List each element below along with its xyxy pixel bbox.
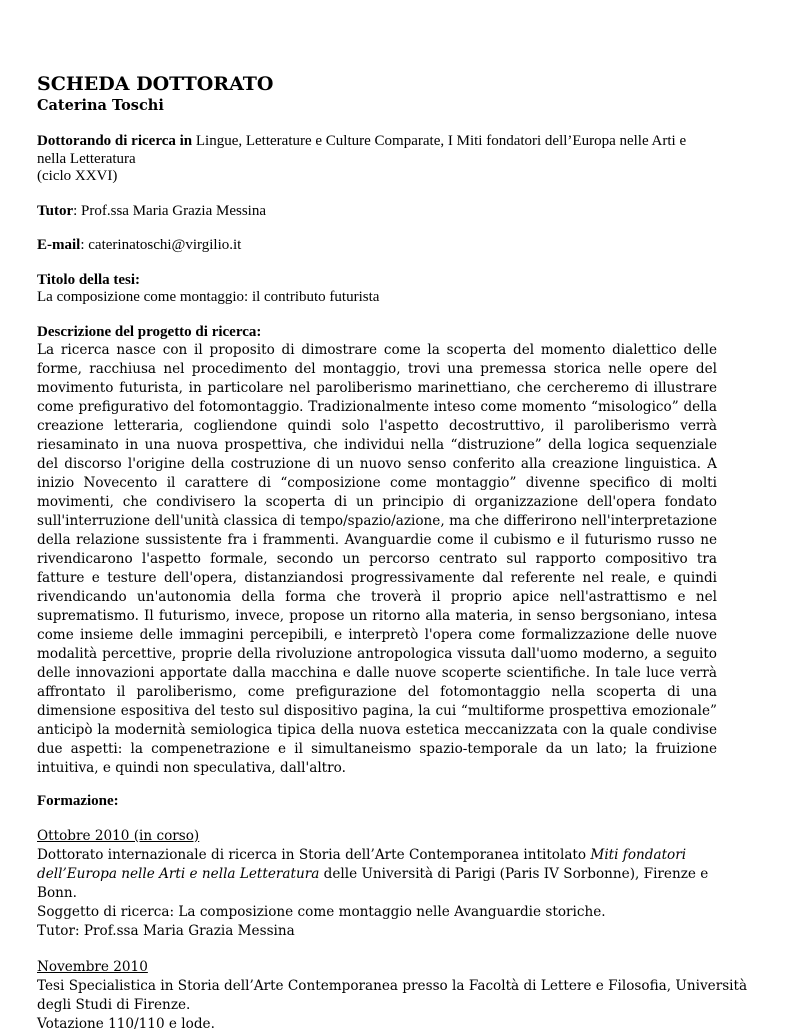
entry2-line3: Votazione 110/110 e lode. (37, 1015, 215, 1032)
formazione-entry-1 (37, 827, 717, 941)
description-label: Descrizione del progetto di ricerca: (37, 323, 262, 340)
entry2-line1: Tesi Specialistica in Storia dell’Arte Contemporanea presso la Facoltà di Lettere e Filosofia, Università (37, 977, 748, 994)
dottorando-value: Lingue, Letterature e Culture Comparate, I Miti fondatori dell’Europa nelle Arti e nella Letteratura (37, 133, 687, 167)
thesis-label: Titolo della tesi: (37, 271, 141, 288)
thesis-section (37, 272, 717, 307)
email-section (37, 237, 717, 255)
dottorando-cycle: (ciclo XXVI) (37, 168, 118, 184)
entry1-line1: Dottorato internazionale di ricerca in Storia dell’Arte Contemporanea intitolato Miti fondatori (37, 846, 687, 863)
document-title: SCHEDA DOTTORATO (37, 73, 274, 95)
entry1-line4: Tutor: Prof.ssa Maria Grazia Messina (37, 922, 295, 939)
tutor-section (37, 203, 717, 221)
entry1-line2: dell’Europa nelle Arti e nella Letteratura delle Università di Parigi (Paris IV Sorbonne), Firenze e Bonn. (37, 865, 709, 901)
dottorando-section (37, 133, 717, 186)
description-section (37, 324, 717, 779)
formazione-entry-2 (37, 958, 748, 1034)
entry1-date: Ottobre 2010 (in corso) (37, 827, 200, 844)
author-name: Caterina Toschi (37, 97, 164, 114)
thesis-value: La composizione come montaggio: il contributo futurista (37, 289, 380, 305)
tutor-label: Tutor (37, 202, 74, 219)
entry1-line3: Soggetto di ricerca: La composizione come montaggio nelle Avanguardie storiche. (37, 903, 606, 920)
formazione-label: Formazione: (37, 793, 119, 809)
entry2-line2: degli Studi di Firenze. (37, 996, 191, 1013)
tutor-value: : Prof.ssa Maria Grazia Messina (73, 202, 266, 219)
email-value: : caterinatoschi@virgilio.it (80, 237, 242, 253)
document-page (37, 72, 748, 1034)
description-text: La ricerca nasce con il proposito di dimostrare come la scoperta del momento dialettico delle forme, racchiusa nel procedimento del montaggio, trovi una premessa storica nelle opere del movimento futurista, in particolare nel paroliberismo marinettiano, che cercheremo di illustrare come prefigurativo del fotomontaggio. Tradizionalmente inteso come momento “misologico” della creazione letteraria, cogliendone quindi solo l'aspetto decostruttivo, il paroliberismo verrà riesaminato in una nuova prospettiva, che individui nella “distruzione” della logica sequenziale del discorso l'origine della costruzione di un nuovo senso conferito alla creazione linguistica. A inizio Novecento il carattere di “composizione come montaggio” divenne specifico di molti movimenti, che condivisero la scoperta di un principio di organizzazione dell'opera fondato sull'interruzione dell'unità classica di tempo/spazio/azione, ma che differirono nell'interpretazione della relazione sussistente fra i frammenti. Avanguardie come il cubismo e il futurismo russo ne rivendicarono l'aspetto formale, secondo un percorso centrato sul rapporto compositivo tra fatture e testure dell'opera, distanziandosi progressivamente dal referente nel reale, e quindi rivendicando un'autonomia della forma che troverà il proprio apice nell'astrattismo e nel suprematismo. Il futurismo, invece, propose un ritorno alla materia, in senso bergsoniano, intesa come insieme delle immagini percepibili, e interpretò l'opera come formalizzazione delle nuove modalità percettive, proprie della rivoluzione antropologica vissuta dall'uomo moderno, a seguito delle innovazioni apportate dalla macchina e dalle nuove scoperte scientifiche. In tale luce verrà affrontato il paroliberismo, come prefigurazione del fotomontaggio nella scoperta di una dimensione espositiva del testo sul dispositivo pagina, la cui “multiforme prospettiva emozionale” anticipò la modernità semiologica tipica della nuova estetica meccanizzata con la quale condivise due aspetti: la compenetrazione e il simultaneismo spazio-temporale da un lato; la fruizione intuitiva, e quindi non speculativa, dall'altro. (37, 342, 717, 776)
entry2-date: Novembre 2010 (37, 958, 148, 975)
email-label: E-mail (37, 237, 81, 253)
dottorando-label: Dottorando di ricerca in (37, 133, 193, 149)
